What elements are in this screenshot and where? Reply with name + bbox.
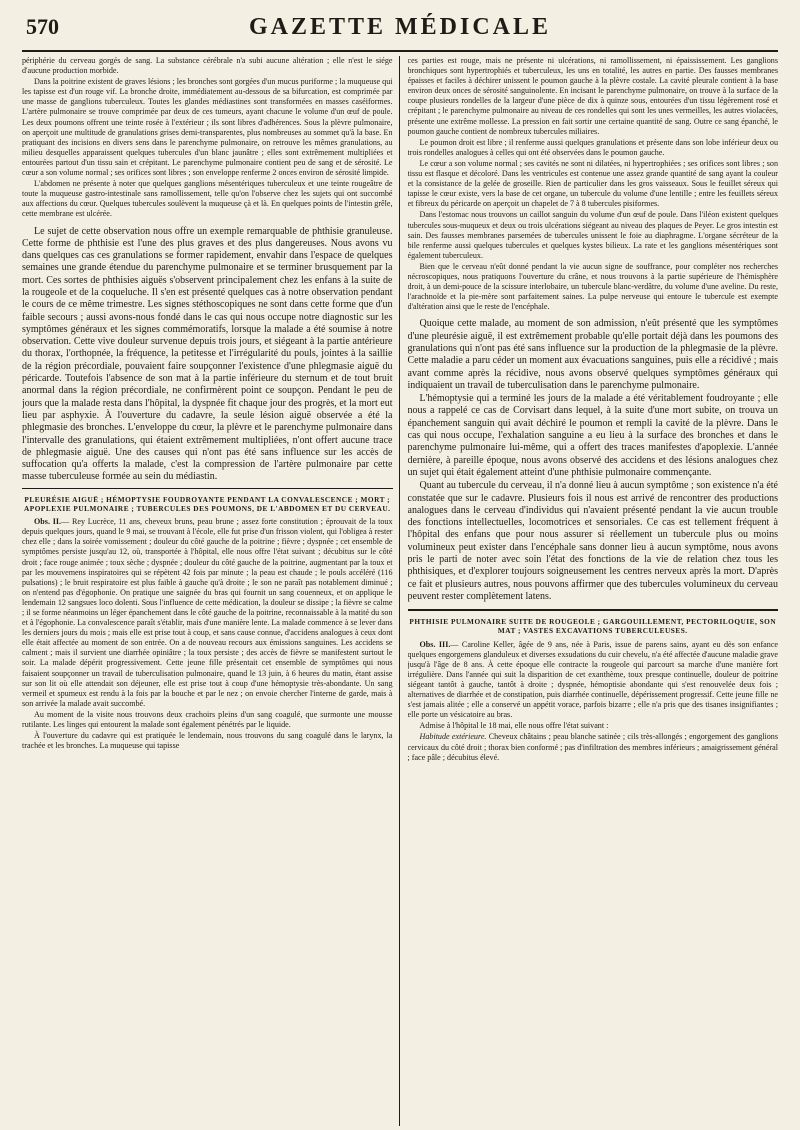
left-autopsy-paragraph-3: L'abdomen ne présente à noter que quelques ganglions mésentériques tuberculeux et une teinte rougeâtre de toute la muqueuse gastro-intestinale sans ramollissement, telle qu'on l'observe chez les sujets qui ont succombé aux affections du cœur. Quelques tubercules soulèvent la muqueuse çà et là. En quelques points de l'intestin grêle, cette membrane est ulcérée. bbox=[22, 179, 393, 219]
right-autopsy-paragraph-2: Le poumon droit est libre ; il renferme aussi quelques granulations et présente dans son lobe inférieur deux ou trois rondelles analogues à celles qui ont été observées dans le poumon gauche. bbox=[407, 137, 778, 157]
obs2-section-heading: PLEURÉSIE AIGUË ; HÉMOPTYSIE FOUDROYANTE PENDANT LA CONVALESCENCE ; MORT ; APOPLEXIE PULMONAIRE ; TUBERCULES DES POUMONS, DE L'ABDOMEN ET DU CERVEAU. bbox=[24, 494, 391, 513]
section-divider bbox=[408, 609, 779, 611]
obs2-text: — Rey Lucrèce, 11 ans, cheveux bruns, peau brune ; assez forte constitution ; éprouvait de la toux depuis quelques jours, quand le 9 mai, se trouvant à l'école, elle fut prise d'un frisson violent, qui l'obligea à rester chez elle ; dans la soirée vomissement ; douleur du côté gauche de la poitrine ; fièvre ; dyspnée ; cet ensemble de symptômes persiste jusqu'au 12, où, transportée à l'hôpital, elle nous offre l'état suivant ; décubitus sur le côté droit ; face rouge animée ; toux sèche ; dyspnée ; douleur du côté gauche de la poitrine, augmentant par la toux et par les mouvemens inspiratoires qui se répètent 42 fois par minute ; la peau est chaude ; le pouls accéléré (116 pulsations) ; le bruit respiratoire est plus faible à gauche qu'à droite ; le son ne paraît pas notablement diminué ; on n'entend pas d'égophonie. On pratique une saignée du bras qui fournit un sang couenneux, et on applique le lendemain 12 sangsues loco dolenti. Sous l'influence de cette médication, la douleur se dissipe ; la fièvre se calme ; il se forme néanmoins un léger épanchement dans le côté gauche de la poitrine, reconnaissable à la matité du son et à l'égophonie. La convalescence paraît s'établir, mais d'une manière lente. La malade commence à se lever dans les derniers jours du mois ; mais elle est prise tout à coup, et sans cause connue, d'accidens analogues à ceux dont elle était affectée au moment de son entrée. On a de nouveau recours aux émissions sanguines. Les accidens se calment ; mais il survient une diarrhée opiniâtre ; la toux persiste ; des accès de fièvre se manifestent surtout le soir. La malade dépérit progressivement. Cette jeune fille présentait cet ensemble de symptômes qui nous faisaient soupçonner un travail de tuberculisation pulmonaire, quand le 13 juin, à 6 heures du matin, étant assise sur son lit où elle attendait son déjeuner, elle est prise tout à coup d'une hémoptysie très-abondante. Un sang vermeil et spumeux est rendu à la fois par la bouche et par le nez ; on envoie chercher l'interne de garde, mais à son arrivée la malade avait succombé. bbox=[22, 517, 393, 708]
right-autopsy-paragraph-4: Dans l'estomac nous trouvons un caillot sanguin du volume d'un œuf de poule. Dans l'iléon existent quelques tubercules sous-muqueux et deux ou trois ulcérations siégeant au niveau des plaques de Peyer. Le gros intestin est sain. Des fausses membranes parsemées de tubercules unissent le foie au diaphragme. L'organe sécréteur de la bile renferme aussi quelques tubercules et quelques kystes bilieux. La rate et les ganglions mésentériques sont également tuberculeux. bbox=[407, 210, 778, 260]
left-autopsy-paragraph-1: périphérie du cerveau gorgés de sang. La substance cérébrale n'a subi aucune altération ; elle n'est le siége d'aucune production morbide. bbox=[22, 56, 393, 76]
right-commentary-paragraph-3: Quant au tubercule du cerveau, il n'a donné lieu à aucun symptôme ; son existence n'a été constatée que sur le cadavre. Plusieurs fois il nous est arrivé de rencontrer des productions analogues dans le cerveau d'individus qui n'avaient présenté pendant la vie aucun trouble des fonctions intellectuelles, locomotrices et sensoriales. Ce cas est tellement fréquent à l'hôpital des enfans que pour nous assurer si réellement un tubercule plus ou moins volumineux peut exister dans l'encéphale sans donner lieu à aucun symptôme, nous avons pris le parti de noter avec soin l'état des fonctions de la vie de relation chez tous les phthisiques, et d'explorer toujours soigneusement les centres nerveux après la mort. D'après ce fait et plusieurs autres, nous pouvons affirmer que des tubercules volumineux du cerveau peuvent rester complètement latens. bbox=[407, 480, 778, 602]
obs3-text: — Caroline Keller, âgée de 9 ans, née à Paris, issue de parens sains, ayant eu dès son enfance quelques engorgemens glanduleux et diverses exsudations du cuir chevelu, n'a été affectée d'aucune maladie grave jusqu'à l'âge de 8 ans. À cette époque elle contracte la rougeole qui parcourt sa marche d'une manière fort irrégulière. Dans l'année qui suit la disparition de cet exanthème, toux presque continuelle, douleur de poitrine siégeant tantôt à gauche, tantôt à droite ; dyspnée, hémoptisie abondante qui s'est renouvelée deux fois ; alternatives de diarrhée et de constipation, puis diarrhée continuelle, dépérissement progressif. Cette jeune fille ne s'est jamais alitée ; elle a conservé un appétit vorace, parfois bizarre ; elle n'a pris que des tisanes insignifiantes ; elle porte un vésicatoire au bras. bbox=[407, 639, 778, 720]
obs3-label: Obs. III. bbox=[419, 639, 451, 649]
left-bottom-paragraph-2: À l'ouverture du cadavre qui est pratiquée le lendemain, nous trouvons du sang coagulé dans le larynx, la trachée et les bronches. La muqueuse qui tapisse bbox=[22, 731, 393, 751]
columns bbox=[22, 56, 778, 1126]
left-autopsy-paragraph-2: Dans la poitrine existent de graves lésions ; les bronches sont gorgées d'un mucus puriforme ; la muqueuse qui les tapisse est d'un rouge vif. La bronche droite, immédiatement au-dessous de sa bifurcation, est comprimée par une masse de ganglions tuberculeux. Toutes les glandes médiastines sont transformées en masses caséiformes. L'artère pulmonaire se trouve comprimée par deux de ces tumeurs, ayant chacune le volume d'un œuf de poule. Les deux poumons offrent une teinte rosée à l'extérieur ; ils sont libres d'adhérences. Sous la plèvre pulmonaire, on aperçoit une multitude de granulations grises demi-transparentes, plus nombreuses au sommet qu'à la base. En pratiquant des incisions en divers sens dans le parenchyme pulmonaire, on retrouve les mêmes granulations, au milieu desquelles apparaissent quelques tubercules d'un blanc jaunâtre ; elles sont extrêmement multipliées et entourées partout d'un tissu sain et crépitant. Le parenchyme pulmonaire contient peu de sang et de sérosité. Le cœur a son volume normal ; ses orifices sont libres ; son enveloppe renferme 2 onces environ de sérosité limpide. bbox=[22, 77, 393, 178]
habitude-text: Cheveux châtains ; peau blanche satinée ; cils très-allongés ; engorgement des ganglions cervicaux du côté droit ; thorax bien conformé ; pas d'infiltration des membres inférieurs ; amaigrissement général ; face pâle ; décubitus élevé. bbox=[407, 732, 778, 762]
habitude-paragraph bbox=[408, 732, 779, 762]
journal-title: GAZETTE MÉDICALE bbox=[248, 14, 552, 40]
right-commentary-paragraph-1: Quoique cette malade, au moment de son admission, n'eût présenté que les symptômes d'une pleurésie aiguë, il est extrêmement probable qu'elle portait déjà dans les poumons des granulations qui n'ont pas été sans influence sur la production de la phlegmasie de la plèvre. Cette maladie a paru céder un moment aux évacuations sanguines, puis elle a récidivé ; mais avant comme après la récidive, nous avons observé quelques symptômes généraux qui indiquaient un travail de tuberculisation dans le parenchyme pulmonaire. bbox=[407, 318, 778, 391]
left-bottom-paragraph-1: Au moment de la visite nous trouvons deux crachoirs pleins d'un sang coagulé, que surmonte une mousse rutilante. Les linges qui entourent la malade sont également pénétrés par le liquide. bbox=[22, 709, 393, 730]
obs3-section-heading: PHTHISIE PULMONAIRE SUITE DE ROUGEOLE ; GARGOUILLEMENT, PECTORILOQUIE, SON MAT ; VASTES EXCAVATIONS TUBERCULEUSES. bbox=[409, 617, 777, 636]
habitude-label: Habitude extérieure. bbox=[419, 732, 487, 742]
left-column bbox=[22, 56, 400, 1126]
right-commentary-paragraph-2: L'hémoptysie qui a terminé les jours de la malade a été véritablement foudroyante ; elle nous a rappelé ce cas de Corvisart dans lequel, à la suite d'une mort subite, on trouva un épanchement sanguin qui avait déchiré le poumon et rempli la cavité de la plèvre. Dans le cas qui nous occupe, l'exhalation sanguine a eu lieu à la surface des bronches et dans le parenchyme pulmonaire lui-même, qui a offert des traces manifestes d'apoplexie. L'année dernière, à pareille époque, nous avons observé des accidens et des lésions analogues chez un sujet qui était également atteint d'une phthisie pulmonaire commençante. bbox=[407, 393, 778, 478]
right-autopsy-paragraph-5: Bien que le cerveau n'eût donné pendant la vie aucun signe de souffrance, pour compléter nos recherches nécroscopiques, nous pratiquons l'ouverture du crâne, et nous trouvons à la partie supérieure de l'hémisphère droit, à un demi-pouce de la scissure interlobaire, un tubercule blanc-verdâtre, du volume d'une aveline. Du reste, l'arachnoïde et la pie-mère sont parfaitement saines. La pulpe nerveuse qui entoure le tubercule est exempte d'altération ainsi que le reste de l'encéphale. bbox=[407, 261, 778, 312]
masthead bbox=[22, 10, 778, 52]
obs2-label: Obs. II. bbox=[34, 517, 62, 527]
left-commentary-paragraph: Le sujet de cette observation nous offre un exemple remarquable de phthisie granuleuse. Cette forme de phthisie est l'une des plus graves et des plus dangereuses. Nous avons vu dans quelques cas ces granulations se former rapidement, envahir dans l'espace de quelques semaines une grande étendue du parenchyme pulmonaire et se terminer brusquement par la mort. Ces sortes de phthisies aiguës s'observent principalement chez les enfans à la suite de la rougeole et de la coqueluche. Il s'en est présenté quelques cas à notre observation pendant le cours de ce même trimestre. Les signes stéthoscopiques ne sont dans cette forme que d'un faible secours ; aussi avons-nous fondé dans le cas qui nous occupe notre diagnostic sur les symptômes généraux et les signes commémoratifs, lorsque la malade a été soumise à notre observation. Cette vive douleur survenue depuis trois jours, et siégeant à la partie antérieure du thorax, l'orthopnée, la fréquence, la petitesse et l'irrégularité du pouls, jointes à la saillie de la région précordiale, pouvaient faire soupçonner l'existence d'une phlegmasie aiguë du péricarde. Toutefois l'absence de son mat à la partie inférieure du sternum et de tout bruit anormal dans la région précordiale, ne confirmèrent point ce soupçon. Pendant le peu de jours que la malade resta dans l'hôpital, la dyspnée fit chaque jour des progrès, et la mort eut lieu par asphyxie. À l'ouverture du cadavre, la seule lésion aiguë observée a été la phlegmasie des bronches. L'enveloppe du cœur, la plèvre et le parenchyme pulmonaire dans l'intervalle des granulations, qui étaient extrêmement multipliées, n'ont offert aucune trace de phlegmasie aiguë. Une des causes qui n'ont pas été sans influence sur les accès de suffocation qu'a offerts la malade, c'est la compression de l'artère pulmonaire par cette masse tuberculeuse formée au sein du médiastin. bbox=[22, 225, 393, 483]
right-column bbox=[408, 56, 779, 1126]
page-number: 570 bbox=[26, 14, 59, 39]
admission-line: Admise à l'hôpital le 18 mai, elle nous offre l'état suivant : bbox=[419, 721, 609, 731]
right-autopsy-paragraph-1: ces parties est rouge, mais ne présente ni ulcérations, ni ramollissement, ni épaississement. Les ganglions bronchiques sont hypertrophiés et tuberculeux, les uns en totalité, les autres en partie. Des fausses membranes épaisses et faciles à déchirer unissent le poumon gauche à la plèvre costale. La cavité pleurale contient à la base environ deux onces de sérosité sanguinolente. En incisant le parenchyme pulmonaire, on trouve à la surface de la coupe plusieurs rondelles de la largeur d'une pièce de dix à quinze sous, entourées d'un tissu légèrement rosé et crépitant ; le parenchyme pulmonaire au niveau de ces rondelles qui sont les unes vermeilles, les autres violacées, présente une extrême mollesse. La pression en fait sortir une certaine quantité de sang. Outre ce sang épanché, le poumon gauche contient de nombreux tubercules miliaires. bbox=[407, 56, 778, 136]
obs3-paragraph bbox=[408, 640, 779, 721]
obs2-paragraph bbox=[22, 517, 393, 709]
section-divider bbox=[22, 488, 393, 489]
right-autopsy-paragraph-3: Le cœur a son volume normal ; ses cavités ne sont ni dilatées, ni hypertrophiées ; ses orifices sont libres ; son tissu est flasque et décoloré. Dans les ventricules est contenue une assez grande quantité de sang ayant la couleur et la consistance de la gelée de groseille. Rien de particulier dans les gros vaisseaux. Sous le feuillet séreux qui tapisse le cœur existe, vers la base de cet organe, un tubercule du volume d'une lentille ; entre les feuillets séreux et fibreux du péricarde on aperçoit un chapelet de 7 à 8 tubercules pisiformes. bbox=[407, 158, 778, 209]
